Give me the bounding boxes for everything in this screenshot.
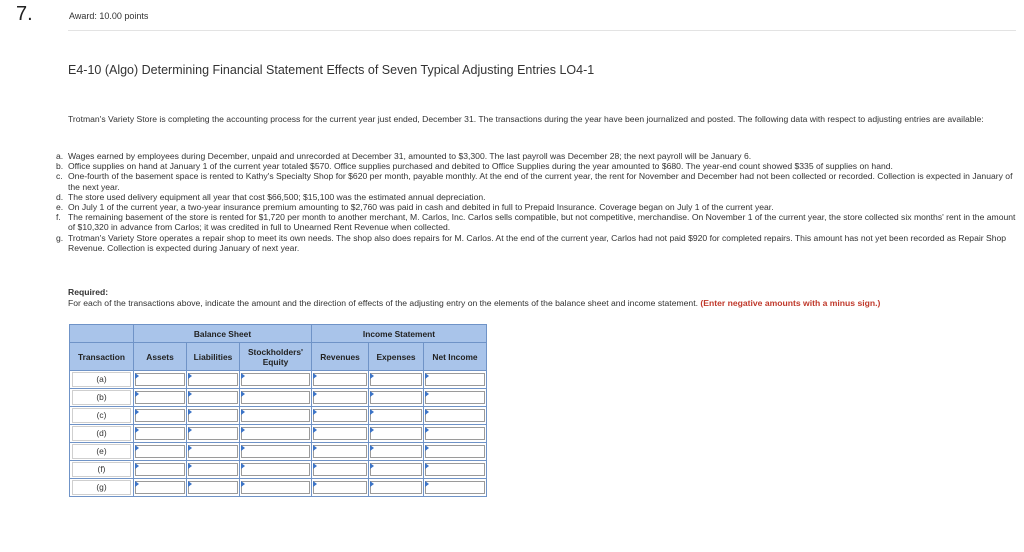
net-income-input[interactable] — [425, 391, 485, 404]
cell-equity — [240, 479, 312, 497]
amount-cell — [134, 390, 186, 405]
transaction-item-label: a. — [56, 151, 64, 161]
equity-input[interactable] — [241, 463, 310, 476]
dropdown-marker-icon — [313, 427, 317, 433]
expenses-input[interactable] — [370, 427, 422, 440]
amount-cell — [134, 408, 186, 423]
dropdown-marker-icon — [241, 373, 245, 379]
expenses-input[interactable] — [370, 481, 422, 494]
table-row — [70, 479, 487, 497]
row-label-cell — [70, 389, 134, 407]
dropdown-marker-icon — [313, 391, 317, 397]
dropdown-marker-icon — [370, 391, 374, 397]
amount-cell — [312, 426, 368, 441]
amount-cell — [369, 408, 423, 423]
cell-expenses — [369, 425, 424, 443]
cell-assets — [134, 407, 187, 425]
amount-cell — [369, 444, 423, 459]
cell-assets — [134, 425, 187, 443]
transaction-row-label: (g) — [72, 480, 131, 495]
row-label-cell — [70, 407, 134, 425]
amount-cell — [424, 444, 486, 459]
transaction-item-label: b. — [56, 161, 64, 172]
col-revenues: Revenues — [312, 343, 369, 371]
cell-equity — [240, 425, 312, 443]
amount-cell — [424, 480, 486, 495]
amount-cell — [424, 408, 486, 423]
transaction-item-text: The remaining basement of the store is rented for $1,720 per month to another merchant, M. Carlos, Inc. Carlos sells compatible, but not competitive, merchandise. On November 1 of the current year, the store collected six months' rent in the amount of $10,320 in advance from Carlos; it was credited in full to Unearned Rent Revenue when collected. — [68, 212, 1016, 233]
dropdown-marker-icon — [425, 445, 429, 451]
cell-assets — [134, 461, 187, 479]
amount-cell — [240, 462, 311, 477]
amount-cell — [312, 444, 368, 459]
transaction-item-label: g. — [56, 232, 64, 243]
dropdown-marker-icon — [425, 427, 429, 433]
cell-expenses — [369, 461, 424, 479]
transaction-item-label: f. — [56, 212, 61, 223]
amount-cell — [369, 372, 423, 387]
net-income-input[interactable] — [425, 463, 485, 476]
dropdown-marker-icon — [313, 445, 317, 451]
required-instructions — [68, 298, 880, 309]
amount-cell — [187, 426, 239, 441]
transaction-item — [56, 202, 1016, 212]
dropdown-marker-icon — [370, 481, 374, 487]
cell-revenues — [312, 425, 369, 443]
amount-cell — [134, 462, 186, 477]
transaction-item-text: On July 1 of the current year, a two-year insurance premium amounting to $2,760 was paid in cash and debited in full to Prepaid Insurance. Coverage began on July 1 of the current year. — [68, 202, 774, 213]
amount-cell — [424, 372, 486, 387]
revenues-input[interactable] — [313, 373, 367, 386]
amount-cell — [240, 444, 311, 459]
transaction-item-text: Office supplies on hand at January 1 of the current year totaled $570. Office supplies purchased and debited to Office Supplies during the year amounted to $680. The year-end count showed $335 of supplies on hand. — [68, 161, 893, 172]
col-equity: Stockholders' Equity — [240, 343, 312, 371]
col-assets: Assets — [134, 343, 187, 371]
revenues-input[interactable] — [313, 427, 367, 440]
problem-intro: Trotman's Variety Store is completing the accounting process for the current year just ended, December 31. The transactions during the year have been journalized and posted. The following data with respect to adjusting entries are available: — [68, 114, 984, 124]
equity-input[interactable] — [241, 373, 310, 386]
cell-net-income — [424, 479, 487, 497]
transaction-item-text: Wages earned by employees during December, unpaid and unrecorded at December 31, amounted to $3,300. The last payroll was December 28; the next payroll will be January 6. — [68, 151, 752, 161]
table-row — [70, 425, 487, 443]
cell-liabilities — [187, 461, 240, 479]
amount-cell — [240, 480, 311, 495]
dropdown-marker-icon — [370, 445, 374, 451]
effects-table — [69, 324, 487, 497]
equity-input[interactable] — [241, 391, 310, 404]
header-balance-sheet: Balance Sheet — [134, 325, 312, 343]
cell-net-income — [424, 425, 487, 443]
amount-cell — [424, 462, 486, 477]
table-row — [70, 389, 487, 407]
cell-net-income — [424, 371, 487, 389]
header-blank — [70, 325, 134, 343]
liabilities-input[interactable] — [188, 481, 238, 494]
dropdown-marker-icon — [188, 481, 192, 487]
row-label-cell — [70, 461, 134, 479]
expenses-input[interactable] — [370, 445, 422, 458]
equity-input[interactable] — [241, 427, 310, 440]
col-liabilities: Liabilities — [187, 343, 240, 371]
transaction-item-label: d. — [56, 191, 64, 202]
expenses-input[interactable] — [370, 373, 422, 386]
col-net-income: Net Income — [424, 343, 487, 371]
cell-equity — [240, 407, 312, 425]
assets-input[interactable] — [135, 391, 185, 404]
dropdown-marker-icon — [135, 463, 139, 469]
liabilities-input[interactable] — [188, 391, 238, 404]
equity-input[interactable] — [241, 481, 310, 494]
cell-assets — [134, 389, 187, 407]
required-heading: Required: — [68, 287, 109, 297]
dropdown-marker-icon — [313, 481, 317, 487]
amount-cell — [134, 480, 186, 495]
dropdown-marker-icon — [135, 445, 139, 451]
transaction-item-label: c. — [56, 171, 63, 182]
amount-cell — [240, 372, 311, 387]
net-income-input[interactable] — [425, 445, 485, 458]
assets-input[interactable] — [135, 463, 185, 476]
dropdown-marker-icon — [188, 427, 192, 433]
assets-input[interactable] — [135, 409, 185, 422]
dropdown-marker-icon — [313, 409, 317, 415]
assets-input[interactable] — [135, 427, 185, 440]
dropdown-marker-icon — [241, 409, 245, 415]
amount-cell — [134, 426, 186, 441]
transaction-item — [56, 161, 1016, 171]
dropdown-marker-icon — [425, 409, 429, 415]
revenues-input[interactable] — [313, 481, 367, 494]
cell-revenues — [312, 461, 369, 479]
row-label-cell — [70, 425, 134, 443]
cell-equity — [240, 461, 312, 479]
dropdown-marker-icon — [425, 391, 429, 397]
assets-input[interactable] — [135, 445, 185, 458]
amount-cell — [240, 390, 311, 405]
dropdown-marker-icon — [370, 373, 374, 379]
net-income-input[interactable] — [425, 373, 485, 386]
dropdown-marker-icon — [241, 391, 245, 397]
transaction-item — [56, 212, 1016, 232]
dropdown-marker-icon — [370, 409, 374, 415]
transaction-row-label: (b) — [72, 390, 131, 405]
dropdown-marker-icon — [313, 373, 317, 379]
cell-revenues — [312, 407, 369, 425]
transaction-row-label: (a) — [72, 372, 131, 387]
amount-cell — [187, 408, 239, 423]
amount-cell — [369, 390, 423, 405]
dropdown-marker-icon — [135, 409, 139, 415]
cell-liabilities — [187, 443, 240, 461]
dropdown-marker-icon — [135, 427, 139, 433]
liabilities-input[interactable] — [188, 409, 238, 422]
revenues-input[interactable] — [313, 445, 367, 458]
dropdown-marker-icon — [188, 391, 192, 397]
amount-cell — [187, 480, 239, 495]
cell-net-income — [424, 407, 487, 425]
dropdown-marker-icon — [241, 463, 245, 469]
amount-cell — [312, 372, 368, 387]
amount-cell — [369, 480, 423, 495]
cell-expenses — [369, 389, 424, 407]
net-income-input[interactable] — [425, 481, 485, 494]
cell-assets — [134, 371, 187, 389]
table-row — [70, 407, 487, 425]
amount-cell — [312, 462, 368, 477]
cell-expenses — [369, 371, 424, 389]
transaction-item-text: One-fourth of the basement space is rented to Kathy's Specialty Shop for $620 per month, payable monthly. At the end of the current year, the rent for November and December had not been collected or recorded. Collection is expected in January of the next year. — [68, 171, 1013, 192]
cell-liabilities — [187, 479, 240, 497]
equity-input[interactable] — [241, 445, 310, 458]
amount-cell — [134, 372, 186, 387]
liabilities-input[interactable] — [188, 427, 238, 440]
revenues-input[interactable] — [313, 391, 367, 404]
expenses-input[interactable] — [370, 463, 422, 476]
award-points: Award: 10.00 points — [69, 11, 149, 21]
question-number: 7. — [16, 3, 33, 25]
amount-cell — [424, 426, 486, 441]
cell-revenues — [312, 443, 369, 461]
transaction-item — [56, 233, 1016, 253]
revenues-input[interactable] — [313, 409, 367, 422]
transaction-item — [56, 171, 1016, 191]
transaction-item — [56, 151, 1016, 161]
header-income-statement: Income Statement — [312, 325, 487, 343]
cell-net-income — [424, 461, 487, 479]
cell-net-income — [424, 389, 487, 407]
liabilities-input[interactable] — [188, 445, 238, 458]
cell-expenses — [369, 479, 424, 497]
required-section — [68, 287, 880, 308]
dropdown-marker-icon — [241, 445, 245, 451]
cell-equity — [240, 389, 312, 407]
cell-expenses — [369, 443, 424, 461]
dropdown-marker-icon — [425, 373, 429, 379]
dropdown-marker-icon — [188, 373, 192, 379]
cell-net-income — [424, 443, 487, 461]
dropdown-marker-icon — [135, 391, 139, 397]
problem-title: E4-10 (Algo) Determining Financial Statement Effects of Seven Typical Adjusting Entries LO4-1 — [68, 63, 595, 77]
dropdown-marker-icon — [370, 463, 374, 469]
transaction-item-label: e. — [56, 202, 64, 213]
dropdown-marker-icon — [313, 463, 317, 469]
table-row — [70, 371, 487, 389]
assets-input[interactable] — [135, 481, 185, 494]
cell-equity — [240, 371, 312, 389]
required-warning: (Enter negative amounts with a minus sign.) — [700, 297, 881, 308]
cell-expenses — [369, 407, 424, 425]
dropdown-marker-icon — [241, 481, 245, 487]
net-income-input[interactable] — [425, 409, 485, 422]
dropdown-marker-icon — [135, 481, 139, 487]
cell-revenues — [312, 371, 369, 389]
cell-revenues — [312, 479, 369, 497]
expenses-input[interactable] — [370, 409, 422, 422]
dropdown-marker-icon — [188, 409, 192, 415]
transaction-row-label: (e) — [72, 444, 131, 459]
transaction-row-label: (f) — [72, 462, 131, 477]
dropdown-marker-icon — [188, 463, 192, 469]
amount-cell — [134, 444, 186, 459]
transaction-row-label: (d) — [72, 426, 131, 441]
assets-input[interactable] — [135, 373, 185, 386]
dropdown-marker-icon — [135, 373, 139, 379]
dropdown-marker-icon — [241, 427, 245, 433]
amount-cell — [187, 372, 239, 387]
cell-assets — [134, 443, 187, 461]
transaction-item-text: The store used delivery equipment all year that cost $66,500; $15,100 was the estimated annual depreciation. — [68, 191, 486, 202]
amount-cell — [187, 462, 239, 477]
col-transaction: Transaction — [70, 343, 134, 371]
required-text: For each of the transactions above, indicate the amount and the direction of effects of the adjusting entry on the elements of the balance sheet and income statement. — [68, 297, 701, 308]
dropdown-marker-icon — [425, 463, 429, 469]
amount-cell — [187, 390, 239, 405]
row-label-cell — [70, 443, 134, 461]
row-label-cell — [70, 479, 134, 497]
amount-cell — [312, 408, 368, 423]
transaction-item — [56, 192, 1016, 202]
cell-liabilities — [187, 425, 240, 443]
equity-input[interactable] — [241, 409, 310, 422]
cell-liabilities — [187, 371, 240, 389]
liabilities-input[interactable] — [188, 373, 238, 386]
dropdown-marker-icon — [425, 481, 429, 487]
cell-liabilities — [187, 389, 240, 407]
expenses-input[interactable] — [370, 391, 422, 404]
amount-cell — [424, 390, 486, 405]
cell-equity — [240, 443, 312, 461]
dropdown-marker-icon — [188, 445, 192, 451]
amount-cell — [187, 444, 239, 459]
transaction-list — [56, 151, 1016, 253]
net-income-input[interactable] — [425, 427, 485, 440]
col-expenses: Expenses — [369, 343, 424, 371]
cell-liabilities — [187, 407, 240, 425]
row-label-cell — [70, 371, 134, 389]
transaction-row-label: (c) — [72, 408, 131, 423]
table-row — [70, 443, 487, 461]
amount-cell — [369, 426, 423, 441]
transaction-item-text: Trotman's Variety Store operates a repair shop to meet its own needs. The shop also does repairs for M. Carlos. At the end of the current year, Carlos had not paid $920 for completed repairs. This amount has not yet been recorded as Repair Shop Revenue. Collection is expected during January of next year. — [68, 232, 1007, 253]
revenues-input[interactable] — [313, 463, 367, 476]
amount-cell — [240, 408, 311, 423]
cell-revenues — [312, 389, 369, 407]
table-row — [70, 461, 487, 479]
amount-cell — [240, 426, 311, 441]
amount-cell — [312, 480, 368, 495]
header-divider — [68, 30, 1016, 31]
amount-cell — [312, 390, 368, 405]
amount-cell — [369, 462, 423, 477]
liabilities-input[interactable] — [188, 463, 238, 476]
cell-assets — [134, 479, 187, 497]
dropdown-marker-icon — [370, 427, 374, 433]
